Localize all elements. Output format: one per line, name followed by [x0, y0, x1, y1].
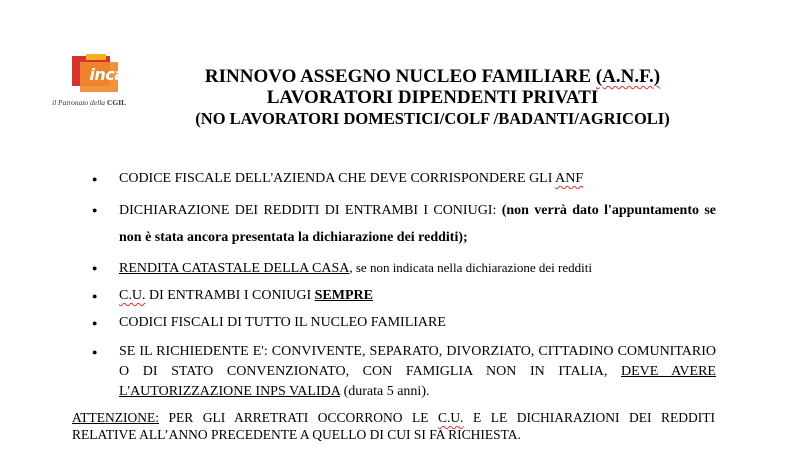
document-title: [120, 66, 745, 130]
title-line-2: LAVORATORI DIPENDENTI PRIVATI: [266, 87, 599, 108]
autorizzazione-inps-underlined: DEVE AVERE L'AUTORIZZAZIONE INPS VALIDA: [119, 364, 716, 399]
logo-brand-text: inca: [89, 65, 125, 84]
attention-note: ATTENZIONE: PER GLI ARRETRATI OCCORRONO LE C.U. E LE DICHIARAZIONI DEI REDDITI RELATIVE ALL’ANNO PRECEDENTE A QUELLO DI CUI SI FA RICHIESTA.: [72, 410, 715, 442]
list-item-cu-coniugi: ● C.U. DI ENTRAMBI I CONIUGI SEMPRE: [92, 285, 716, 307]
required-documents-list: [92, 168, 716, 402]
attention-label: ATTENZIONE:: [72, 410, 159, 425]
logo-tagline: il Patronato della CGIL: [52, 98, 127, 107]
title-abbreviation: (A.N.F.): [595, 66, 661, 87]
logo-tagline-org: CGIL: [106, 98, 127, 107]
list-item-autorizzazione-inps: ● SE IL RICHIEDENTE E': CONVIVENTE, SEPARATO, DIVORZIATO, CITTADINO COMUNITARIO O DI STATO CONVENZIONATO, CON FAMIGLIA NON IN ITALIA, DEVE AVERE L'AUTORIZZAZIONE INPS VALIDA (durata 5 anni).: [92, 342, 716, 402]
dichiarazione-note: (non verrà dato l'appuntamento se non è stata ancora presentata la dichiarazione dei redditi);: [119, 203, 716, 245]
sempre-emphasis: SEMPRE: [314, 288, 373, 303]
inca-logo-mark: [72, 56, 124, 92]
title-line-1: RINNOVO ASSEGNO NUCLEO FAMILIARE (A.N.F.): [204, 66, 661, 87]
list-item-codici-fiscali-nucleo: ● CODICI FISCALI DI TUTTO IL NUCLEO FAMILIARE: [92, 312, 716, 334]
list-item-rendita-catastale: ● RENDITA CATASTALE DELLA CASA, se non indicata nella dichiarazione dei redditi: [92, 257, 716, 280]
list-item-dichiarazione-redditi: ● DICHIARAZIONE DEI REDDITI DI ENTRAMBI I CONIUGI: (non verrà dato l'appuntamento se non è stata ancora presentata la dichiarazione dei redditi);: [92, 197, 716, 251]
title-line-3: (NO LAVORATORI DOMESTICI/COLF /BADANTI/AGRICOLI): [195, 109, 670, 128]
list-item-codice-fiscale-azienda: ● CODICE FISCALE DELL'AZIENDA CHE DEVE CORRISPONDERE GLI ANF: [92, 168, 716, 190]
